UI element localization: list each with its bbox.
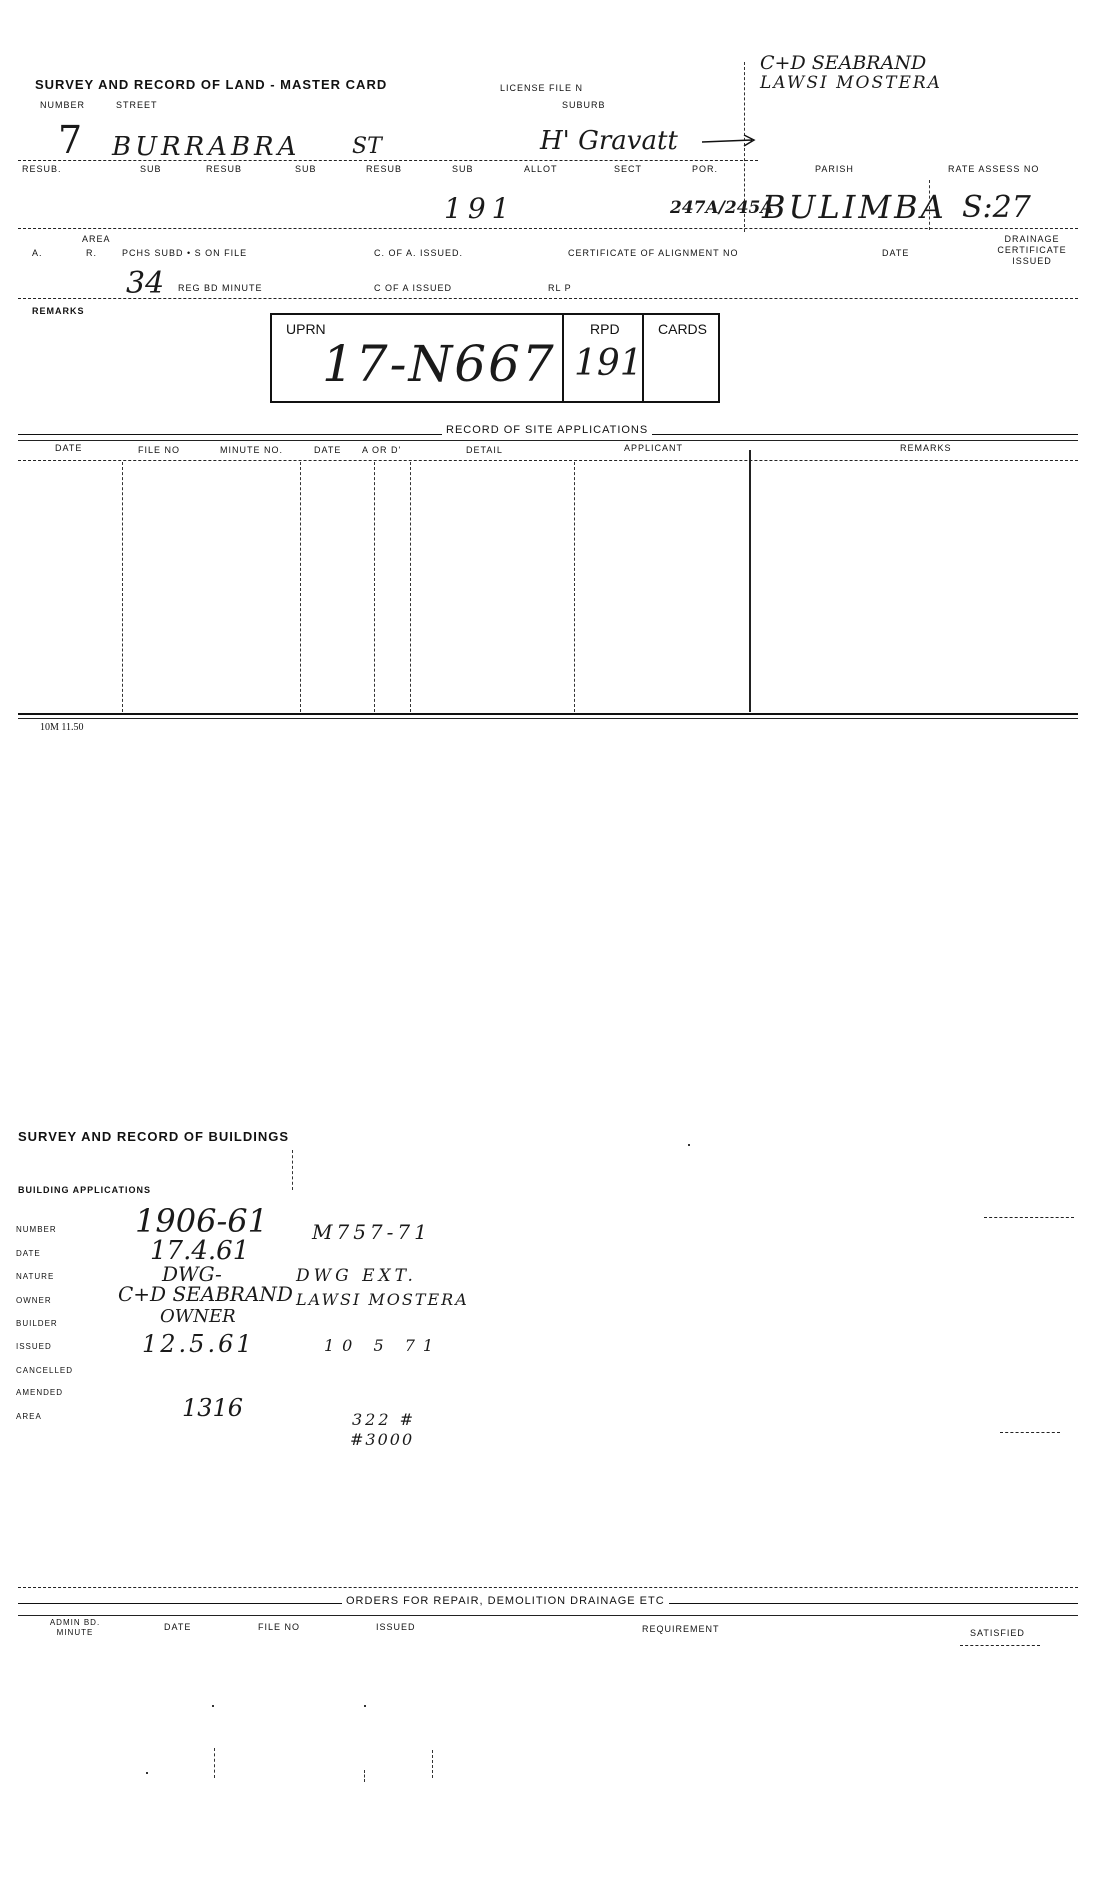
orders-col-requirement: REQUIREMENT (642, 1624, 720, 1634)
rl-label: RL P (548, 283, 572, 293)
bld-col2-area-line1: 322 # (352, 1410, 417, 1429)
site-col-divider-1 (122, 462, 123, 712)
owner-note-line1: C+D SEABRAND (760, 52, 927, 74)
area-row-line (18, 228, 1078, 229)
por-label: POR. (692, 164, 719, 174)
bld-row-amended-label: AMENDED (16, 1388, 64, 1397)
site-col-date: DATE (55, 443, 83, 453)
street-label: STREET (116, 100, 158, 110)
site-col-date-2: DATE (314, 445, 342, 455)
bld-row-issued-label: ISSUED (16, 1342, 52, 1351)
site-apps-header-line (18, 440, 1078, 441)
site-apps-bottom-line (18, 713, 1078, 715)
building-apps-subtitle: BUILDING APPLICATIONS (18, 1185, 151, 1195)
site-apps-title: RECORD OF SITE APPLICATIONS (442, 424, 652, 436)
bld-col1-issued: 12.5.61 (142, 1330, 255, 1358)
bld-bottom-right-dash (1000, 1432, 1060, 1433)
number-value: 7 (58, 118, 83, 162)
scan-speck (146, 1772, 148, 1774)
bld-col1-owner: C+D SEABRAND (118, 1282, 293, 1306)
bld-row-nature-label: NATURE (16, 1272, 55, 1281)
site-apps-bottom-line-2 (18, 718, 1078, 719)
parish-value: BULIMBA (762, 188, 947, 226)
pchs-file-label: PCHS SUBD • S ON FILE (122, 248, 248, 258)
bld-col1-nature: DWG- (162, 1262, 222, 1286)
area-a-label: A. (32, 248, 43, 258)
bld-col1-number: 1906-61 (135, 1202, 268, 1240)
uprn-value: 17-N667 (322, 335, 556, 393)
bld-row-area-label: AREA (16, 1412, 42, 1421)
c-of-a-issued-label: C. OF A. ISSUED. (374, 248, 464, 258)
cards-label: CARDS (658, 321, 708, 337)
owner-note-line2: LAWSI MOSTERA (760, 73, 942, 93)
license-file-label: LICENSE FILE N (500, 83, 584, 93)
site-apps-subheader-line (18, 460, 1078, 461)
rate-assess-value: S:27 (962, 190, 1031, 225)
perches-value: 34 (126, 266, 165, 301)
bld-col2-owner: LAWSI MOSTERA (296, 1290, 469, 1309)
area-r-label: R. (86, 248, 97, 258)
orders-top-dash (18, 1587, 1078, 1588)
bld-row-cancelled-label: CANCELLED (16, 1366, 74, 1375)
c-of-a-issued-label-2: C OF A ISSUED (374, 283, 453, 293)
bld-row-builder-label: BUILDER (16, 1319, 58, 1328)
scan-mark (364, 1770, 365, 1782)
suburb-arrow-icon (700, 132, 760, 152)
site-col-divider-5 (574, 462, 575, 712)
street-value: BURRABRA (112, 132, 301, 162)
bld-col2-number: M757-71 (312, 1220, 431, 1244)
site-col-remarks: REMARKS (900, 443, 952, 453)
bld-col1-builder: OWNER (160, 1306, 236, 1327)
por-value: 247A/245A (670, 198, 774, 218)
allot-value: 191 (444, 192, 516, 225)
bld-col1-area: 1316 (182, 1394, 244, 1422)
rpd-value: 191 (574, 343, 643, 384)
bld-top-right-dash (984, 1217, 1074, 1218)
buildings-title: SURVEY AND RECORD OF BUILDINGS (18, 1129, 290, 1144)
bld-col2-issued: 10 5 71 (324, 1336, 442, 1355)
reg-row-line (18, 298, 1078, 299)
sect-label: SECT (614, 164, 643, 174)
site-col-divider-3 (374, 462, 375, 712)
orders-col-date: DATE (164, 1622, 192, 1632)
drainage-cert-label: DRAINAGE CERTIFICATE ISSUED (997, 234, 1067, 266)
site-col-divider-4 (410, 462, 411, 712)
sub-label-3: SUB (452, 164, 474, 174)
street-row-line (18, 160, 758, 161)
orders-col-file-no: FILE NO (258, 1622, 301, 1632)
remarks-label: REMARKS (32, 306, 85, 316)
orders-header-line (18, 1615, 1078, 1616)
date-label: DATE (882, 248, 910, 258)
suburb-label: SUBURB (562, 100, 606, 110)
bld-col2-area-line2: #3000 (350, 1430, 415, 1449)
form-code: 10M 11.50 (40, 722, 84, 733)
orders-col-issued: ISSUED (376, 1622, 416, 1632)
suburb-value: H' Gravatt (540, 126, 678, 156)
bld-row-date-label: DATE (16, 1249, 41, 1258)
scan-speck (212, 1705, 214, 1707)
street-suffix-value: ST (352, 134, 382, 159)
site-col-applicant: APPLICANT (624, 443, 684, 453)
parish-label: PARISH (815, 164, 854, 174)
number-label: NUMBER (40, 100, 86, 110)
site-col-minute-no: MINUTE NO. (220, 445, 283, 455)
bld-col2-nature: DWG EXT. (296, 1266, 417, 1286)
allot-label: ALLOT (524, 164, 558, 174)
buildings-header-divider (292, 1150, 293, 1190)
uprn-rpd-divider (562, 315, 564, 401)
site-col-a-or-d: A OR D' (362, 445, 402, 455)
rpd-label: RPD (590, 321, 620, 337)
bld-row-owner-label: OWNER (16, 1296, 52, 1305)
uprn-label: UPRN (286, 321, 326, 337)
bld-col1-date: 17.4.61 (150, 1236, 250, 1266)
sub-label: SUB (140, 164, 162, 174)
resub-label-2: RESUB (206, 164, 243, 174)
orders-col-admin-bd-minute: ADMIN BD. MINUTE (49, 1618, 101, 1637)
uprn-box (270, 313, 720, 403)
site-col-file-no: FILE NO (138, 445, 181, 455)
scan-mark (214, 1748, 215, 1778)
resub-label-3: RESUB (366, 164, 403, 174)
site-col-detail: DETAIL (466, 445, 503, 455)
reg-bd-minute-label: REG BD MINUTE (178, 283, 263, 293)
rate-assess-label: RATE ASSESS NO (948, 164, 1040, 174)
scan-mark (432, 1750, 433, 1778)
resub-label: RESUB. (22, 164, 62, 174)
sub-label-2: SUB (295, 164, 317, 174)
orders-satisfied-dash (960, 1645, 1040, 1646)
scan-speck (688, 1144, 690, 1146)
scan-speck (364, 1705, 366, 1707)
orders-title: ORDERS FOR REPAIR, DEMOLITION DRAINAGE ETC (342, 1595, 669, 1607)
bld-row-number-label: NUMBER (16, 1225, 57, 1234)
cert-alignment-label: CERTIFICATE OF ALIGNMENT NO (568, 248, 739, 258)
orders-col-satisfied: SATISFIED (970, 1628, 1025, 1638)
land-card-title: SURVEY AND RECORD OF LAND - MASTER CARD (35, 77, 388, 92)
area-label: AREA (82, 234, 111, 244)
site-col-divider-6 (749, 450, 751, 712)
site-col-divider-2 (300, 462, 301, 712)
parish-divider (929, 180, 930, 230)
